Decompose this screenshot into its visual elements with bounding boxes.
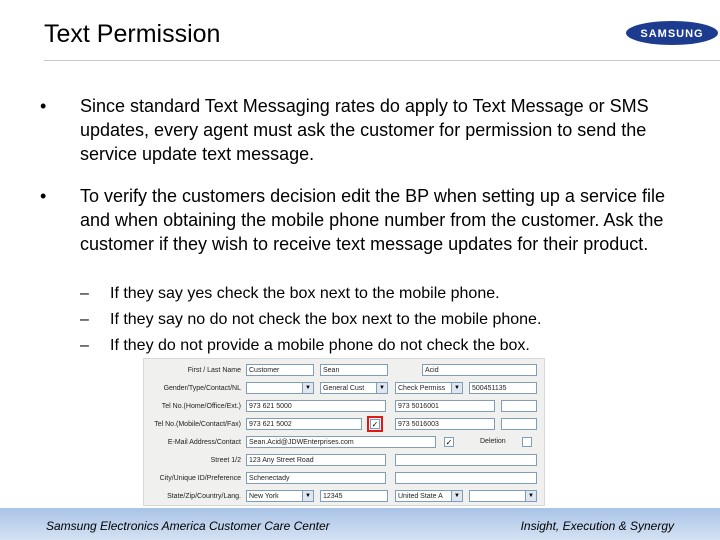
footer-bar — [0, 508, 720, 540]
home-phone-field[interactable]: 973 621 5000 — [246, 400, 386, 412]
ext-field[interactable] — [501, 400, 537, 412]
email-contact-checkbox[interactable]: ✓ — [445, 438, 453, 447]
gender-select[interactable] — [246, 382, 314, 394]
footer-organization: Samsung Electronics America Customer Care Center — [46, 519, 330, 533]
form-label: Street 1/2 — [210, 457, 241, 464]
form-label: City/Unique ID/Preference — [159, 475, 241, 482]
chevron-down-icon: ▼ — [525, 491, 536, 501]
contact-phone-field[interactable]: 973 5016003 — [395, 418, 495, 430]
office-phone-field[interactable]: 973 5016001 — [395, 400, 495, 412]
form-row-gender — [144, 381, 544, 396]
bullet-marker: • — [40, 186, 47, 206]
last-name-field[interactable]: Sean — [320, 364, 388, 376]
mobile-phone-field[interactable]: 973 621 5002 — [246, 418, 362, 430]
sub-bullet-text: If they say no do not check the box next to the mobile phone. — [110, 311, 542, 328]
bullet-text: To verify the customers decision edit the BP when setting up a service file and when obtaining the mobile phone number from the customer. Ask the customer if they wish to receive text message updates for their product. — [80, 186, 665, 254]
highlight-box — [367, 416, 383, 432]
bp-form-screenshot — [143, 358, 545, 506]
street1-field[interactable]: 123 Any Street Road — [246, 454, 386, 466]
bullet-marker: • — [40, 96, 47, 116]
sub-bullet-marker: – — [80, 337, 89, 354]
chevron-down-icon: ▼ — [302, 383, 313, 393]
samsung-logo — [624, 18, 720, 48]
contact-value: Check Permiss — [398, 385, 446, 392]
email-field[interactable]: Sean.Acid@JDWEnterprises.com — [246, 436, 436, 448]
type-value: General Cust — [323, 385, 365, 392]
chevron-down-icon: ▼ — [302, 491, 313, 501]
chevron-down-icon: ▼ — [451, 491, 462, 501]
form-label: State/Zip/Country/Lang. — [167, 493, 241, 500]
form-row-email — [144, 435, 544, 450]
form-row-mobile-tel — [144, 417, 544, 432]
footer-tagline: Insight, Execution & Synergy — [520, 519, 674, 533]
sub-bullet-marker: – — [80, 285, 89, 302]
country-value: United State A — [398, 493, 443, 500]
chevron-down-icon: ▼ — [376, 383, 387, 393]
sub-bullet-text: If they say yes check the box next to the mobile phone. — [110, 285, 500, 302]
state-value: New York — [249, 493, 279, 500]
svg-text:SAMSUNG: SAMSUNG — [640, 28, 704, 40]
bp-number-field[interactable]: 500451135 — [469, 382, 537, 394]
deletion-checkbox[interactable] — [522, 437, 532, 447]
sub-bullet-marker: – — [80, 311, 89, 328]
form-row-name — [144, 363, 544, 378]
state-select[interactable] — [246, 490, 314, 502]
text-permission-checkbox[interactable]: ✓ — [371, 420, 379, 429]
slide-title: Text Permission — [44, 20, 221, 48]
form-row-state — [144, 489, 544, 504]
form-label: Tel No.(Mobile/Contact/Fax) — [154, 421, 241, 428]
form-label: First / Last Name — [187, 367, 241, 374]
title-divider — [44, 60, 720, 61]
zip-field[interactable]: 12345 — [320, 490, 388, 502]
bullet-text: Since standard Text Messaging rates do apply to Text Message or SMS updates, every agent must ask the customer for permission to send the service update text message. — [80, 96, 649, 164]
street2-field[interactable] — [395, 454, 537, 466]
name-extra-field[interactable]: Acid — [422, 364, 537, 376]
form-label: E-Mail Address/Contact — [167, 439, 241, 446]
first-name-field[interactable]: Customer — [246, 364, 314, 376]
sub-bullet-text: If they do not provide a mobile phone do not check the box. — [110, 337, 530, 354]
fax-field[interactable] — [501, 418, 537, 430]
form-row-street — [144, 453, 544, 468]
deletion-label: Deletion — [480, 438, 506, 445]
form-label: Gender/Type/Contact/NL — [163, 385, 241, 392]
unique-id-field[interactable] — [395, 472, 537, 484]
city-field[interactable]: Schenectady — [246, 472, 386, 484]
language-select[interactable] — [469, 490, 537, 502]
form-row-city — [144, 471, 544, 486]
form-row-home-tel — [144, 399, 544, 414]
country-select[interactable] — [395, 490, 463, 502]
chevron-down-icon: ▼ — [451, 383, 462, 393]
type-select[interactable] — [320, 382, 388, 394]
contact-select[interactable] — [395, 382, 463, 394]
form-label: Tel No.(Home/Office/Ext.) — [161, 403, 241, 410]
